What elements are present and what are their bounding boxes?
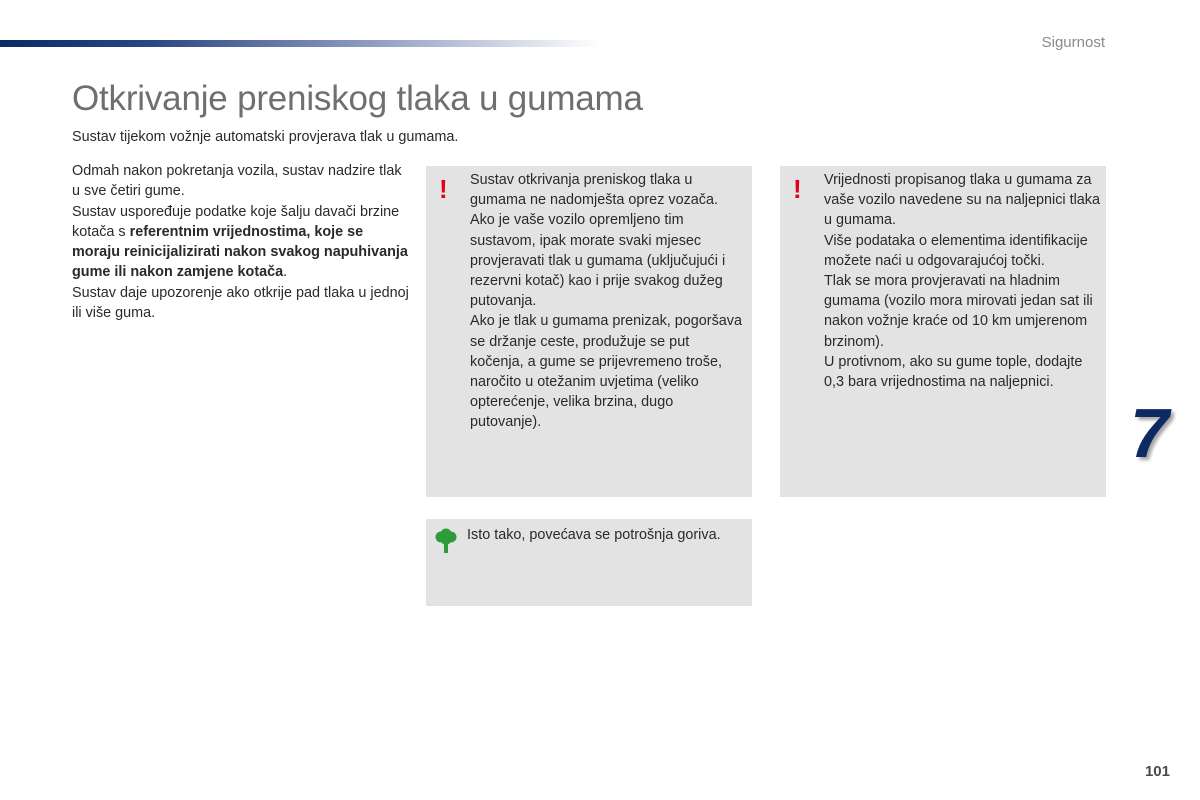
eco-box-text: Isto tako, povećava se potrošnja goriva. [467,527,721,543]
warning-box-2 [780,166,1106,497]
exclamation-icon: ! [439,174,448,204]
eco-box [426,519,752,606]
warning-box-2-p3: Tlak se mora provjeravati na hladnim gumama (vozilo mora mirovati jedan sat ili nakon vožnje kraće od 10 km umjerenom brzinom). [824,273,1093,350]
warning-box-2-p1: Vrijednosti propisanog tlaka u gumama za vaše vozilo navedene su na naljepnici tlaka u gumama. [824,172,1101,229]
warning-box-2-p2: Više podataka o elementima identifikacije možete naći u odgovarajućoj točki. [824,232,1088,269]
warning-box-1-p2: Ako je vaše vozilo opremljeno tim sustavom, ipak morate svaki mjesec provjeravati tlak u gumama (uključujući i rezervni kotač) kao i prije svakog dužeg putovanja. [470,212,726,310]
chapter-number: 7 [1130,394,1169,472]
warning-box-1-p3: Ako je tlak u gumama prenizak, pogoršava se držanje ceste, produžuje se put kočenja, a gume se prijevremeno troše, naročito u otežanim uvjetima (veliko opterećenje, velika brzina, dugo putovanje). [470,313,742,431]
left-paragraph-2-start: Sustav uspoređuje podatke koje šalju davači brzine kotača s [72,203,400,240]
left-paragraph-2-bold: referentnim vrijednostima, koje se moraju reinicijalizirati nakon svakog napuhivanja gume ili nakon zamjene kotača [72,223,408,281]
left-paragraph-2-end: . [283,264,288,281]
section-title: Sigurnost [1041,34,1105,51]
warning-box-1-p1: Sustav otkrivanja preniskog tlaka u gumama ne nadomješta oprez vozača. [470,172,718,209]
eco-tree-icon [434,528,458,559]
left-paragraph-3: Sustav daje upozorenje ako otkrije pad tlaka u jednoj ili više guma. [72,284,409,322]
warning-box-1-text [470,170,746,433]
exclamation-icon: ! [793,174,802,204]
left-column [72,161,412,323]
warning-box-1 [426,166,752,497]
warning-box-2-p4: U protivnom, ako su gume tople, dodajte 0,3 bara vrijednostima na naljepnici. [824,353,1083,391]
left-paragraph-1: Odmah nakon pokretanja vozila, sustav nadzire tlak u sve četiri gume. [72,163,402,200]
page-title: Otkrivanje preniskog tlaka u gumama [72,79,643,118]
page-number: 101 [1144,763,1170,780]
left-paragraph-2 [72,202,412,283]
intro-text: Sustav tijekom vožnje automatski provjerava tlak u gumama. [72,129,459,145]
header-gradient-bar [0,40,600,47]
warning-box-2-text [824,170,1100,392]
